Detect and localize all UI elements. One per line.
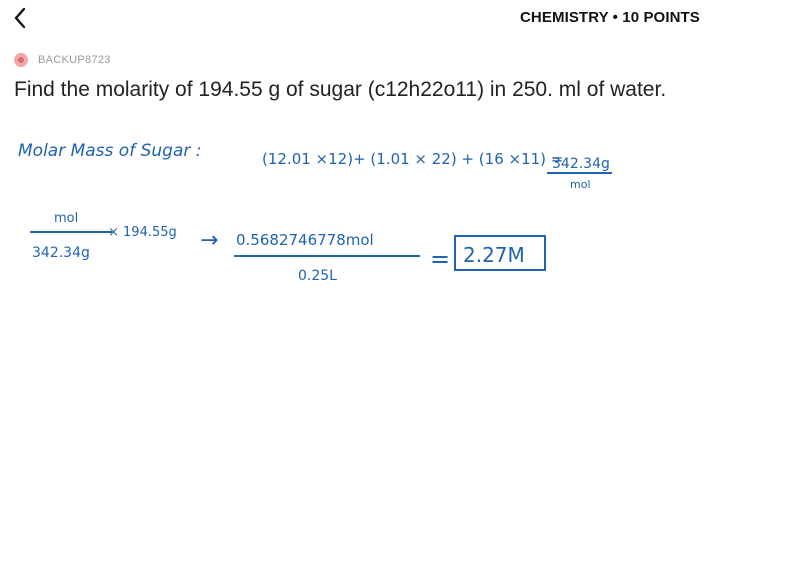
chevron-left-icon	[8, 4, 36, 32]
question-text: Find the molarity of 194.55 g of sugar (c12h22o11) in 250. ml of water.	[14, 78, 667, 101]
conversion-numerator: mol	[54, 211, 79, 226]
top-bar	[0, 0, 800, 38]
molar-mass-label: Molar Mass of Sugar :	[18, 141, 202, 161]
subject-points-title: CHEMISTRY • 10 POINTS	[520, 9, 700, 26]
molar-mass-value: 342.34g	[552, 156, 610, 172]
equals-sign: =	[430, 245, 451, 273]
avatar[interactable]	[14, 53, 28, 67]
moles-value: 0.5682746778mol	[236, 231, 374, 249]
conversion-denominator: 342.34g	[32, 245, 90, 261]
back-button[interactable]	[8, 4, 36, 32]
volume-value: 0.25L	[298, 268, 337, 284]
arrow: →	[200, 228, 219, 253]
author-username[interactable]: BACKUP8723	[38, 54, 111, 66]
molar-mass-expression: (12.01 ×12)+ (1.01 × 22) + (16 ×11) =	[262, 150, 564, 168]
molar-mass-unit: mol	[570, 178, 591, 191]
question-author-row	[14, 50, 111, 70]
conversion-times: × 194.55g	[108, 225, 177, 240]
handwritten-answer	[0, 110, 800, 310]
final-answer-value: 2.27M	[463, 243, 525, 267]
